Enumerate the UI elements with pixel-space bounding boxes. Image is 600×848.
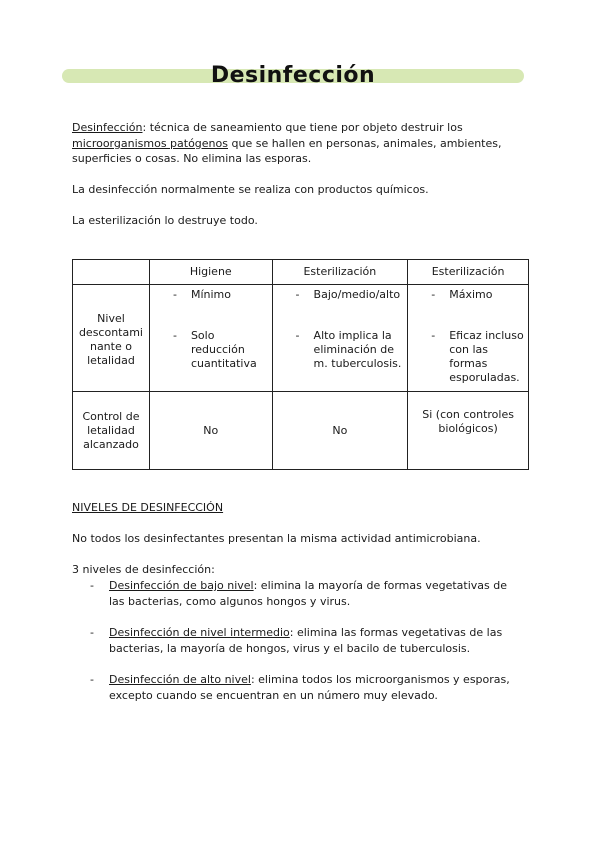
section-paragraph-1: No todos los desinfectantes presentan la misma actividad antimicrobiana. [72,532,481,545]
cell-control-ester2-text: Si (con controles biológicos) [422,407,514,435]
table-row-control [73,392,529,470]
dash: - [172,329,177,342]
list-dash: - [90,673,94,686]
row-label-nivel-text: Nivel descontami nante o letalidad [78,312,143,367]
section-heading: NIVELES DE DESINFECCIÓN [72,501,224,514]
list-item-text [109,578,519,609]
list-item-desc: : elimina todos los microorganismos y esporas, excepto cuando se encuentran en un número muy elevado. [109,673,510,702]
intro-term: Desinfección [72,121,143,134]
comparison-table [72,259,529,470]
paragraph-quimicos: La desinfección normalmente se realiza con productos químicos. [72,183,429,196]
list-item-term: Desinfección de alto nivel [109,673,251,686]
nivel-higiene-item-2: Solo reducción cuantitativa [190,329,257,370]
nivel-ester2-item-1: Máximo [449,288,493,301]
list-dash: - [90,626,94,639]
list-item-text [109,625,519,656]
cell-nivel-esterilizacion-2 [408,285,529,392]
dash: - [431,288,436,301]
paragraph-esterilizacion: La esterilización lo destruye todo. [72,214,258,227]
nivel-ester1-item-1: Bajo/medio/alto [313,288,401,301]
cell-nivel-esterilizacion-1 [272,285,408,392]
header-higiene: Higiene [149,260,272,285]
header-esterilizacion-1: Esterilización [272,260,408,285]
nivel-higiene-item-1: Mínimo [190,288,231,301]
header-esterilizacion-2: Esterilización [408,260,529,285]
nivel-ester2-item-2: Eficaz incluso con las formas esporuladas. [449,329,524,384]
cell-control-higiene: No [149,392,272,470]
intro-term2: microorganismos patógenos [72,136,228,150]
list-item-desc: : elimina las formas vegetativas de las bacterias, la mayoría de hongos, virus y el bacilo de tuberculosis. [109,626,503,655]
table-row-nivel [73,285,529,392]
dash: - [295,288,300,301]
table-header-row [73,260,529,285]
list-dash: - [90,579,94,592]
row-label-nivel [73,285,150,392]
dash: - [431,329,436,342]
intro-paragraph [72,120,532,167]
row-label-control: Control de letalidad alcanzado [73,392,150,470]
cell-control-esterilizacion-2 [408,392,529,470]
intro-line3: superficies o cosas. No elimina las esporas. [72,152,312,165]
section-paragraph-2: 3 niveles de desinfección: [72,563,215,576]
list-item-text [109,672,519,703]
list-item-term: Desinfección de nivel intermedio [109,626,290,639]
intro-text1: : técnica de saneamiento que tiene por objeto destruir los [142,121,463,134]
dash: - [295,329,300,342]
intro-text2: que se hallen en personas, animales, ambientes, [228,136,502,150]
cell-control-esterilizacion-1: No [272,392,408,470]
page-title: Desinfección [210,63,376,88]
header-empty [73,260,150,285]
title-block [62,62,524,90]
cell-nivel-higiene [149,285,272,392]
dash: - [172,288,177,301]
list-item-desc: : elimina la mayoría de formas vegetativas de las bacterias, como algunos hongos y virus. [109,579,508,608]
nivel-ester1-item-2: Alto implica la eliminación de m. tuberculosis. [313,329,402,370]
list-item-term: Desinfección de bajo nivel [109,579,254,592]
